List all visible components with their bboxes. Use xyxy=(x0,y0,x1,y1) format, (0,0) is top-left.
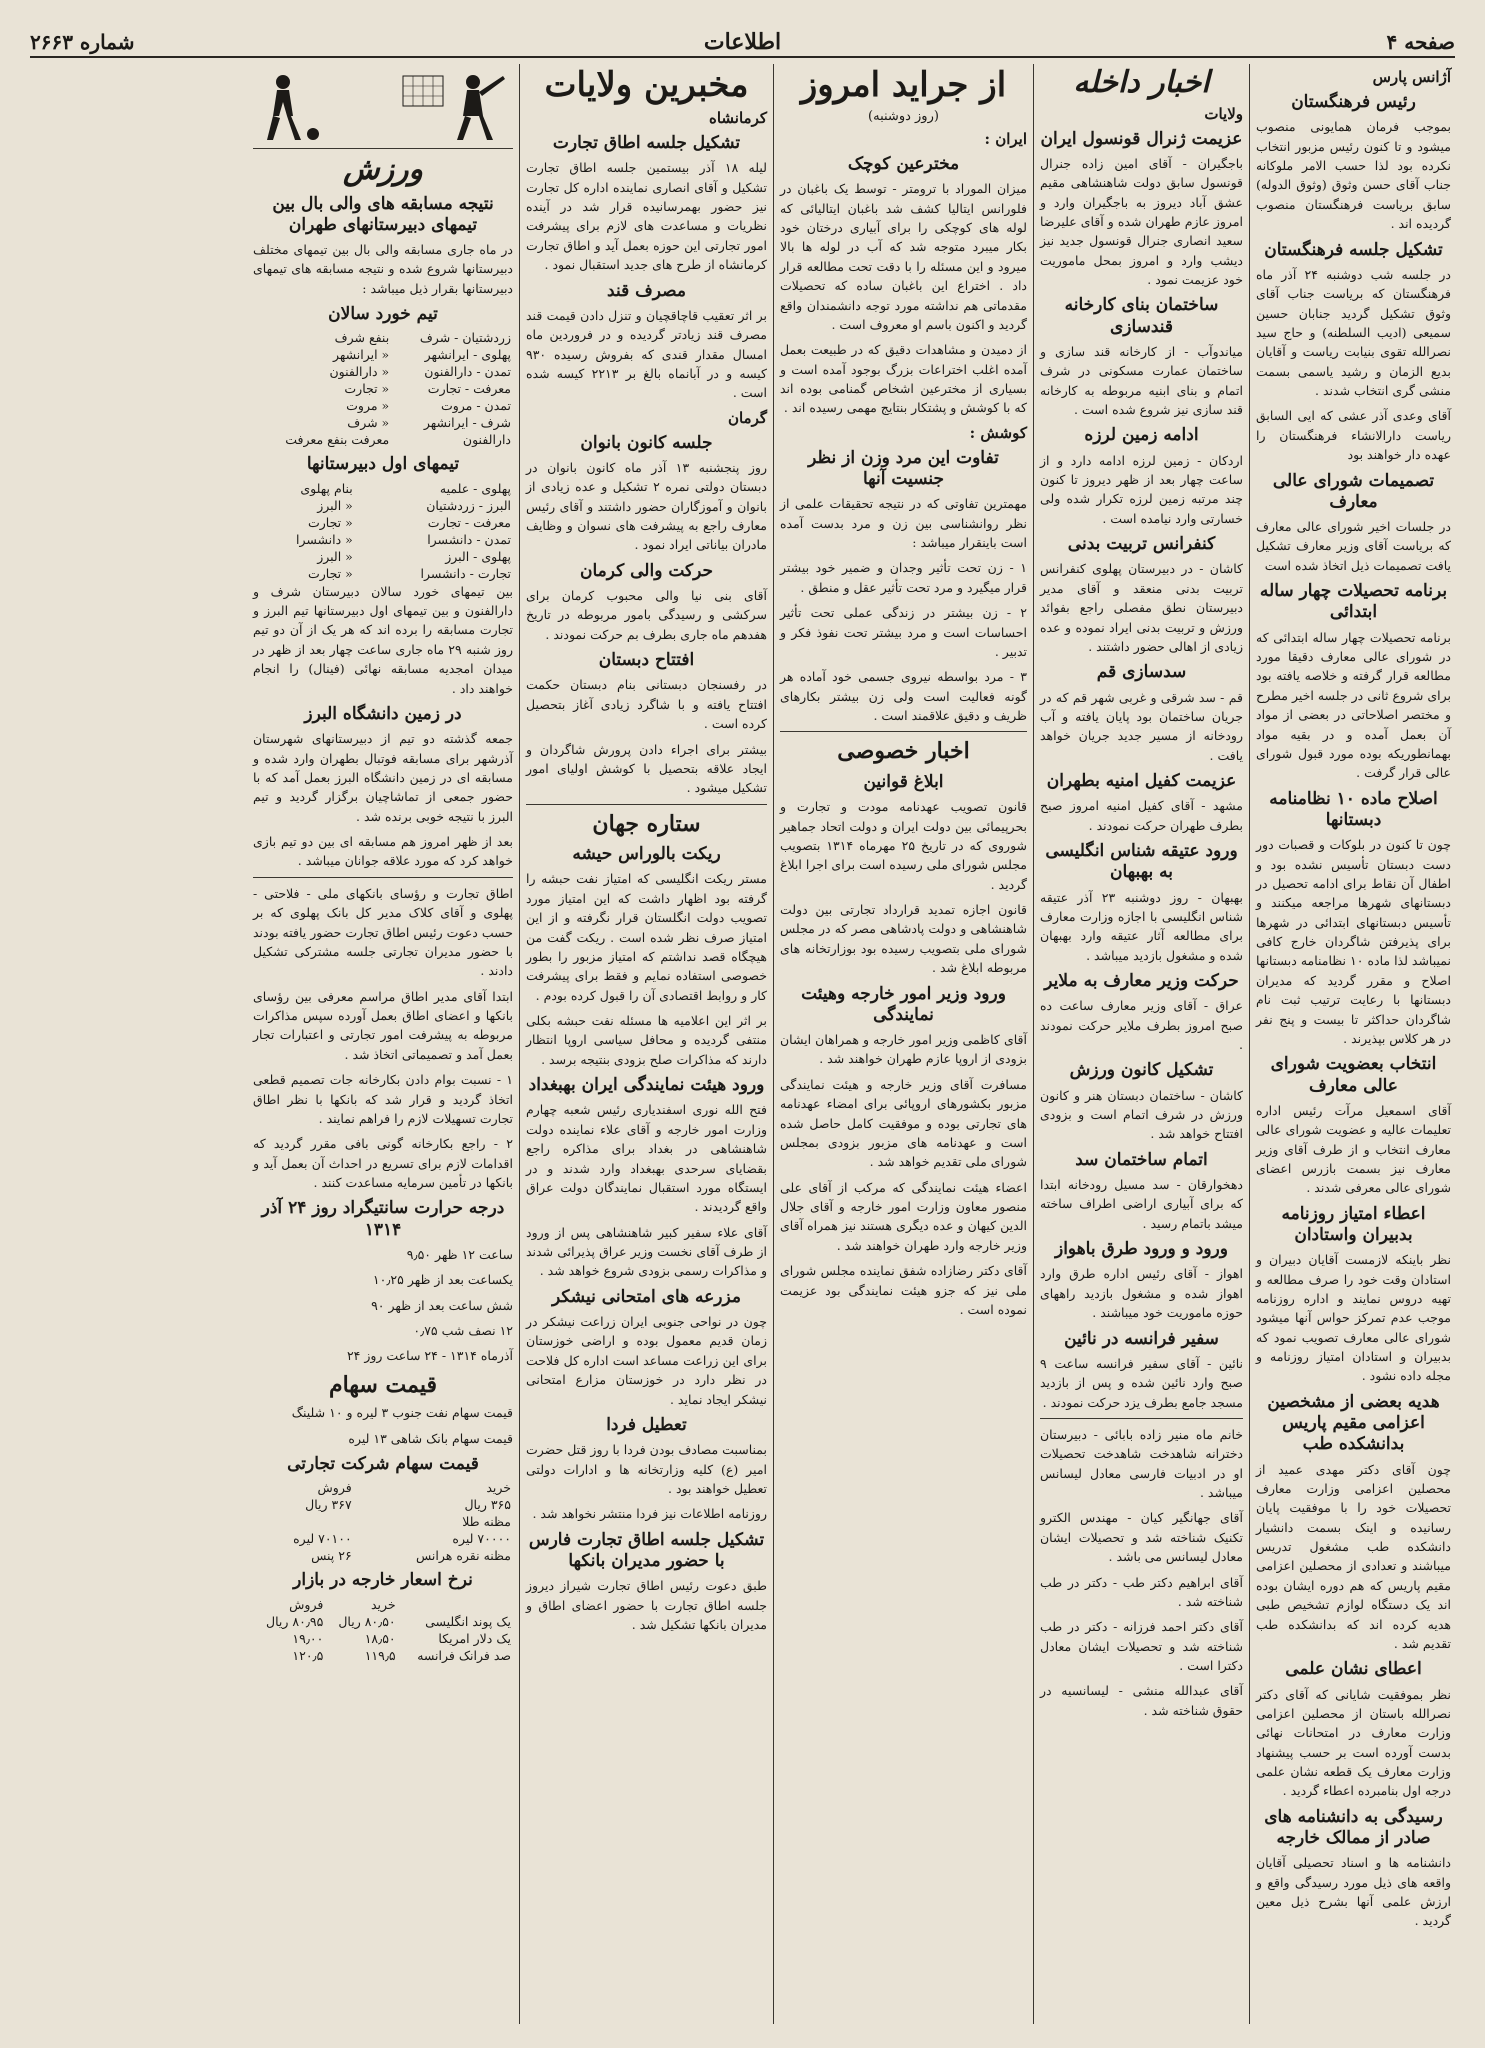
article-text: در جلسات اخیر شورای عالی معارف که بریاست آقای وزیر معارف تشکیل یافت تصمیمات ذیل اتخاذ شده است xyxy=(1256,519,1451,573)
headline: در زمین دانشگاه البرز xyxy=(304,703,462,724)
table-cell: البرز - زردشتیان xyxy=(426,497,511,513)
table-row xyxy=(253,1613,513,1630)
article-text: اطاق تجارت و رؤسای بانکهای ملی - فلاحتی - پهلوی و آقای کلاک مدیر کل بانک پهلوی که بر حسب دعوت رئیس اطاق تجارت حضور یافته بودند با حضور مدیران تجارتی جلسه مشترکی تشکیل دادند . xyxy=(253,885,513,979)
article-text: ۲ - زن بیشتر در زندگی عملی تحت تأثیر احساسات است و مرد بیشتر تحت نفوذ فکر و تدبیر . xyxy=(780,605,1027,659)
table-cell: « تجارت xyxy=(308,565,353,581)
table-cell: معرفت - تجارت xyxy=(427,514,511,530)
headline: تیمهای اول دبیرستانها xyxy=(306,454,460,475)
article-text: چون آقای دکتر مهدی عمید از محصلین اعزامی وزارت معارف تحصیلات خود را با موفقیت پایان رسانیده و اینک بسمت دانشیار دانشکده طب مشغول تدریس میباشند و تعدادی از محصلین اعزامی مقیم پاریس که هم دوره ایشان بوده اند یک دستگاه لوازم تشخیص طبی هدیه کرده اند که بدانشکده طب تقدیم شد . xyxy=(1256,1461,1451,1651)
article-text: بعد از ظهر امروز هم مسابقه ای بین دو تیم بازی خواهد کرد که مورد علاقه جوانان میباشد . xyxy=(253,834,513,869)
prices-table xyxy=(253,1479,513,1564)
article-text: آقای علاء سفیر کبیر شاهنشاهی پس از ورود از طرف آقای نخست وزیر عراق پذیرائی شدند و مذاکرات رسمی بزودی شروع خواهد شد . xyxy=(526,1224,767,1279)
results-table xyxy=(253,480,513,582)
table-row xyxy=(253,380,513,397)
headline: مخترعین کوچک xyxy=(847,154,960,175)
table-row xyxy=(253,346,513,363)
headline: تشکیل کانون ورزش xyxy=(1069,1060,1214,1081)
article-text: آقای دکتر احمد فرزانه - دکتر در طب شناخته شد و تحصیلات ایشان معادل دکترا است . xyxy=(1040,1619,1243,1673)
article-text: از دمیدن و مشاهدات دقیق که در طبیعت بعمل آمده اغلب اختراعات بزرگ بوجود آمده است و بسیاری از مخترعین اشخاص گمنامی بوده اند که با کوشش و پشتکار بنتایج مهمی رسیده اند . xyxy=(780,342,1027,416)
headline: اصلاح ماده ۱۰ نظامنامه دبستانها xyxy=(1269,788,1438,830)
table-row xyxy=(253,480,513,497)
city-name: کرمانشاه xyxy=(708,109,767,128)
article-text: روزنامه اطلاعات نیز فردا منتشر نخواهد شد . xyxy=(532,1506,767,1522)
divider xyxy=(1040,1418,1243,1419)
article-text: خانم ماه منیر زاده بابائی - دبیرستان دخترانه شاهدخت شاهدخت تحصیلات او در ادبیات فارسی معادل لیسانس میباشد . xyxy=(1040,1426,1243,1500)
article-text: باجگیران - آقای امین زاده جنرال قونسول سابق دولت شاهنشاهی مقیم عشق آباد دیروز به باجگیران وارد و امروز عازم طهران شده و آقای علیرضا سعید انصاری جنرال قونسول جدید نیز دیشب وارد و امروز بمحل ماموریت خود عزیمت نمود . xyxy=(1040,155,1243,287)
table-cell xyxy=(253,1513,354,1530)
newspaper-name: اطلاعات xyxy=(703,29,782,55)
results-table xyxy=(253,329,513,448)
paper-name: کوشش : xyxy=(969,423,1027,442)
temperature-reading: ساعت ۱۲ ظهر ۹٫۵۰ xyxy=(406,1246,513,1262)
table-cell: ۱۸٫۵۰ xyxy=(364,1630,396,1646)
table-header: فروش xyxy=(289,1596,324,1612)
table-header: خرید xyxy=(370,1596,396,1612)
article-text: اردکان - زمین لرزه ادامه دارد و از ساعت چهار بعد از ظهر دیروز تا کنون چند مرتبه زمین لرزه تکرار شده ولی خسارتی وارد نیامده است . xyxy=(1040,452,1243,526)
article-text: دهخوارقان - سد مسیل رودخانه ابتدا که برای آبیاری اراضی اطراف ساخته میشد باتمام رسید . xyxy=(1040,1177,1243,1231)
article-text: چون در نواحی جنوبی ایران زراعت نیشکر در زمان قدیم معمول بوده و اراضی خوزستان برای این زراعت مساعد است اداره کل فلاحت در نظر دارد در خوزستان مزارع امتحانی نیشکر ایجاد نماید . xyxy=(526,1314,767,1407)
table-cell: « مروت xyxy=(346,398,390,414)
article-text: آقای ابراهیم دکتر طب - دکتر در طب شناخته شد . xyxy=(1040,1574,1243,1609)
table-row xyxy=(253,1530,513,1547)
table-header: فروش xyxy=(317,1480,352,1496)
table-cell: « ایرانشهر xyxy=(332,347,390,363)
table-cell: تمدن - دانشسرا xyxy=(427,531,511,547)
section-headline: ستاره جهان xyxy=(592,810,701,837)
column-province-correspondents xyxy=(519,64,773,2024)
table-cell: معرفت - تجارت xyxy=(427,381,511,397)
table-cell: تمدن - مروت xyxy=(440,398,511,414)
table-cell: ۷۰۰۰۰ لیره xyxy=(452,1531,511,1547)
table-row xyxy=(253,1647,513,1664)
section-title: ولایات xyxy=(1204,104,1243,123)
headline: تفاوت این مرد وزن از نظر جنسیت آنها xyxy=(808,447,999,490)
table-row xyxy=(253,1496,513,1513)
table-cell: « دانشسرا xyxy=(295,531,353,547)
article-text: بر اثر این اعلامیه ها مسئله نفت حبشه بکلی منتفی گردیده و محافل سیاسی اروپا انتظار دارند که مذاکرات صلح بزودی بنتیجه برسد . xyxy=(526,1013,767,1067)
masthead: ورزش xyxy=(342,152,424,187)
article-text: آقای بنی نیا والی محبوب کرمان برای سرکشی و رسیدگی بامور مربوطه در تاریخ هفدهم ماه جاری بطرف بم حرکت نمودند . xyxy=(526,588,767,642)
table-cell: ۷۰۱۰۰ لیره xyxy=(293,1531,352,1547)
headline: سفیر فرانسه در نائین xyxy=(1064,1328,1219,1349)
article-text: آقای اسمعیل مرآت رئیس اداره تعلیمات عالیه و عضویت شورای عالی معارف انتخاب و از طرف آقای وزیر معارف نیز بسمت بازرس اعضای شورای عالی معرفی شدند . xyxy=(1256,1102,1451,1196)
table-cell: « البرز xyxy=(317,497,353,513)
table-row xyxy=(253,329,513,346)
table-cell: ۱۱۹٫۵ xyxy=(364,1647,396,1663)
table-cell: « تجارت xyxy=(344,381,390,397)
sports-illustration xyxy=(253,68,513,149)
city-name: گرمان xyxy=(727,408,767,427)
article-text: آذرماه ۱۳۱۴ - ۲۴ ساعت روز ۲۴ xyxy=(346,1348,513,1364)
masthead: مخبرین ولایات xyxy=(544,65,749,105)
fx-table xyxy=(253,1596,513,1664)
headline: ورود هیئت نمایندگی ایران بهبغداد xyxy=(528,1075,765,1096)
article-text: نائین - آقای سفیر فرانسه ساعت ۹ صبح وارد نائین شده و پس از بازدید مسجد جامع بطرف یزد حرکت نمودند . xyxy=(1040,1355,1243,1410)
page-number: صفحه ۴ xyxy=(1386,30,1455,54)
article-text: آقای دکتر رضازاده شفق نماینده مجلس شورای ملی نیز که جزو هیئت نمایندگی بود عزیمت نموده است . xyxy=(780,1263,1027,1317)
table-cell: معرفت بنفع معرفت xyxy=(285,432,390,448)
table-header: خرید xyxy=(486,1480,511,1496)
headline: اعطاء امتیاز روزنامه بدبیران واستادان xyxy=(1281,1203,1426,1245)
article-text: آقای جهانگیر کیان - مهندس الکترو تکنیک شناخته شد و تحصیلات ایشان معادل لیسانس می باشد . xyxy=(1040,1510,1243,1565)
temperature-reading: ۱۲ نصف شب ۰٫۷۵ xyxy=(413,1323,513,1338)
headline: رسیدگی به دانشنامه های صادر از ممالک خارجه xyxy=(1264,1806,1443,1848)
table-cell: ۸۰٫۵۰ ریال xyxy=(338,1613,396,1629)
table-row xyxy=(253,431,513,448)
temperature-reading: شش ساعت بعد از ظهر ۹۰ xyxy=(371,1297,513,1313)
table-cell: یک پوند انگلیسی xyxy=(425,1613,511,1629)
headline: اتمام ساختمان سد xyxy=(1075,1149,1208,1170)
column-pars-agency xyxy=(1249,64,1457,2024)
table-cell: زردشتیان - شرف xyxy=(419,330,511,346)
table-cell: صد فرانک فرانسه xyxy=(417,1647,511,1663)
sports-figures-icon xyxy=(253,68,513,148)
paper-name: ایران : xyxy=(984,130,1027,149)
article-text: ۳ - مرد بواسطه نیروی جسمی خود آماده هر گونه فعالیت است ولی زن بیشتر بکارهای ظریف و دقیق علاقمند است . xyxy=(780,669,1027,724)
headline: نتیجه مسابقه های والی بال بین تیمهای دبیرستانهای طهران xyxy=(272,193,494,235)
column-sports xyxy=(247,64,519,2024)
masthead: اخبار داخله xyxy=(1073,65,1210,100)
headline: تشکیل جلسه اطاق تجارت فارس با حضور مدیران بانکها xyxy=(528,1529,765,1571)
table-cell: بنام پهلوی xyxy=(300,480,353,496)
table-cell: بنفع شرف xyxy=(334,330,390,346)
article-text: آقای وعدی آذر عشی که ایی السابق ریاست دارالانشاء فرهنگستان را عهده دار خواهند بود xyxy=(1256,408,1451,463)
article-text: در جلسه شب دوشنبه ۲۴ آذر ماه فرهنگستان که بریاست جناب آقای وثوق تشکیل گردید جنابان حسین سمیعی (ادیب السلطنه) و حاج سید نصرالله تقوی بنیابت ریاست و آقایان بدیع الزمان و رشید یاسمی بسمت منشی گری انتخاب شدند . xyxy=(1256,266,1451,398)
page-header xyxy=(30,28,1455,58)
masthead: از جراید امروز xyxy=(800,65,1007,105)
table-cell: پهلوی - ایرانشهر xyxy=(424,347,511,363)
article-text: طبق دعوت رئیس اطاق تجارت شیراز دیروز جلسه اطاق تجارت با حضور اعضای اطاق و مدیران بانکها تشکیل شد . xyxy=(526,1578,767,1632)
divider xyxy=(526,804,767,805)
article-text: نظر بموفقیت شایانی که آقای دکتر نصرالله باستان از محصلین اعزامی وزارت معارف در امتحانات نهائی بدست آورده است بر حسب پیشنهاد وزارت معارف یک قطعه نشان علمی درجه اول بنامبرده اعطاء گردید . xyxy=(1256,1686,1451,1799)
article-text: بیشتر برای اجراء دادن پرورش شاگردان و ایجاد علاقه بتحصیل با کوشش اولیای امور تشکیل میشود . xyxy=(526,741,767,796)
article-text: در ماه جاری مسابقه والی بال بین تیمهای مختلف دبیرستانها شروع شده و نتیجه مسابقه های تیمهای دبیرستانها بقرار ذیل میباشد : xyxy=(253,242,513,296)
article-text: قانون تصویب عهدنامه مودت و تجارت و بحرپیمائی بین دولت ایران و دولت اتحاد جماهیر شوروی که در تاریخ ۲۵ مهرماه ۱۳۱۴ بتصویب مجلس شورای ملی رسیده است برای اجرا ابلاغ گردید . xyxy=(780,799,1027,892)
headline: هدیه بعضی از مشخصین اعزامی مقیم پاریس بدانشکده طب xyxy=(1267,1391,1440,1455)
table-row xyxy=(253,1547,513,1564)
article-text: بین تیمهای خورد سالان دبیرستان شرف و دارالفنون و بین تیمهای اول دبیرستانها تیم البرز و تجارت مسابقه را برده اند که هر یک از آن دو تیم روز شنبه ۲۹ ماه جاری ساعت چهار بعد از ظهر در میدان امجدیه مسابقه نهائی (فینال) را انجام خواهند داد . xyxy=(253,583,513,696)
article-text: میاندوآب - از کارخانه قند سازی و ساختمان عمارت مسکونی در شرف اتمام و بنای ابنیه مربوطه به کارخانه قند سازی نیز شروع شده است . xyxy=(1040,343,1243,417)
headline: ابلاغ قوانین xyxy=(863,771,944,792)
table-cell: « شرف xyxy=(347,415,390,431)
headline: ادامه زمین لرزه xyxy=(1084,425,1199,446)
article-text: میزان الموراد با ترومتر - توسط یک باغبان در فلورانس ایتالیا کشف شد باغبان ایتالیائی که لوله های کوچکی را برای آبیاری درختان خود بکار میبرد متوجه شد که آب در لوله ها بالا میرود و این مسئله را با دقت تحت مطالعه قرار داد . اختراع این باغبان ساده که تحصیلات مقدماتی هم نداشته مورد توجه دانشمندان واقع گردید و اکنون باسم او معروف است . xyxy=(780,181,1027,332)
article-text: قانون اجازه تمدید قرارداد تجارتی بین دولت شاهنشاهی و دولت پادشاهی مصر که در مجلس شورای ملی بتصویب رسیده بود بوزارتخانه های مربوطه ابلاغ شد . xyxy=(780,902,1027,976)
article-text: در رفسنجان دبستانی بنام دبستان حکمت افتتاح یافته و با شاگرد زیادی آغاز بتحصیل کرده است . xyxy=(526,677,767,732)
headline: عزیمت کفیل امنیه بطهران xyxy=(1046,771,1237,791)
headline: قیمت سهام xyxy=(328,1371,438,1398)
headline: رئیس فرهنگستان xyxy=(1291,92,1416,112)
column-domestic-news xyxy=(1033,64,1249,2024)
headline: کنفرانس تربیت بدنی xyxy=(1067,534,1216,555)
headline: ورود عتیقه شناس انگلیسی به بهبهان xyxy=(1045,841,1238,883)
headline: تیم خورد سالان xyxy=(328,304,438,325)
headline: ساختمان بنای کارخانه قندسازی xyxy=(1064,295,1219,337)
article-text: بر اثر تعقیب قاچاقچیان و تنزل دادن قیمت قند مصرف قند زیادتر گردیده و در فروردین ماه امسال مقدار قندی که بفروش رسیده ۹۳۰ کیسه و در آبانماه بالغ بر ۲۲۱۳ کیسه شده است . xyxy=(526,307,767,401)
table-cell: « البرز xyxy=(317,548,353,564)
table-cell: ۱۹٫۰۰ xyxy=(292,1630,324,1646)
headline: ورود وزیر امور خارجه وهیئت نمایندگی xyxy=(801,983,1006,1025)
article-text: مسافرت آقای وزیر خارجه و هیئت نمایندگی مزبور بکشورهای اروپائی برای امضاء عهدنامه های تجارتی بوده و موفقیت کامل حاصل شده است و عهدنامه های مزبور بزودی بمجلس شورای ملی تقدیم خواهد شد . xyxy=(780,1076,1027,1170)
table-cell: ۳۶۵ ریال xyxy=(464,1497,511,1513)
table-row xyxy=(253,548,513,565)
table-row xyxy=(253,565,513,582)
article-text: آقای عبدالله منشی - لیسانسیه در حقوق شناخته شد . xyxy=(1040,1683,1243,1718)
article-text: نظر باینکه لازمست آقایان دبیران و استادان وقت خود را صرف مطالعه و تهیه دروس نمایند و اداره روزنامه موجب عدم تمرکز حواس آنها میشود شورای عالی معارف تصویب نمود که بدبیران و استادان امتیاز روزنامه و مجله داده نشود . xyxy=(1256,1252,1451,1384)
article-text: بمناسبت مصادف بودن فردا با روز قتل حضرت امیر (ع) کلیه وزارتخانه ها و ادارات دولتی تعطیل خواهند بود . xyxy=(526,1442,767,1496)
table-cell: تجارت - دانشسرا xyxy=(420,565,511,581)
table-row xyxy=(253,397,513,414)
article-text: بهبهان - روز دوشنبه ۲۳ آذر عتیقه شناس انگلیسی با اجازه وزارت معارف برای مطالعه آثار عتیقه وارد بهبهان شده و مشغول بازدید میباشد . xyxy=(1040,889,1243,963)
table-row xyxy=(253,414,513,431)
column-todays-press xyxy=(773,64,1033,2024)
divider xyxy=(780,731,1027,732)
headline: اعطای نشان علمی xyxy=(1285,1659,1422,1680)
article-text: ۲ - راجع بکارخانه گونی بافی مقرر گردید که اقدامات لازم برای تسریع در احداث آن بعمل آید و بانکها در تأمین سرمایه مساعدت کنند . xyxy=(253,1136,513,1190)
section-title: آژانس پارس xyxy=(1372,68,1451,86)
article-text: فتح الله نوری اسفندیاری رئیس شعبه چهارم وزارت امور خارجه و آقای علاء نماینده دولت شاهنشاهی در بغداد برای مذاکره راجع بقضایای سرحدی بهبغداد وارد شدند و در ایستگاه مورد استقبال نمایندگان دولت عراق واقع گردیدند . xyxy=(526,1102,767,1215)
headline: مزرعه های امتحانی نیشکر xyxy=(552,1286,741,1307)
headline: انتخاب بعضویت شورای عالی معارف xyxy=(1270,1054,1437,1096)
masthead-subtitle: (روز دوشنبه) xyxy=(868,109,939,125)
headline: حرکت والی کرمان xyxy=(579,560,714,581)
headline: تشکیل جلسه فرهنگستان xyxy=(1264,239,1443,260)
article-text: اهواز - آقای رئیس اداره طرق وارد اهواز شده و مشغول بازدید راههای حوزه ماموریت خود میباشند . xyxy=(1040,1266,1243,1321)
table-row xyxy=(253,514,513,531)
article-text: اعضاء هیئت نمایندگی که مرکب از آقای علی منصور معاون وزارت امور خارجه و آقای جلال الدین کیهان و عده دیگری هستند نیز همراه آقای وزیر خارجه وارد طهران خواهند شد . xyxy=(780,1179,1027,1253)
article-text: کاشان - در دبیرستان پهلوی کنفرانس تربیت بدنی منعقد و آقای مدیر دبیرستان نطق مفصلی راجع بفوائد ورزش و تربیت بدنی ایراد نموده و عده زیادی از اهالی حضور داشتند . xyxy=(1040,561,1243,654)
table-cell: دارالفنون xyxy=(462,432,511,448)
headline: تعطیل فردا xyxy=(606,1414,687,1435)
table-cell: « دارالفنون xyxy=(329,364,390,380)
headline: نرخ اسعار خارجه در بازار xyxy=(293,1570,473,1591)
article-text: بموجب فرمان همایونی منصوب میشود و تا کنون رئیس مزبور انتخاب نکرده بود لذا حسب الامر ملوکانه جناب آقای حسن وثوق (وثوق الدوله) سابق بریاست فرهنگستان منصوب گردیده اند . xyxy=(1256,119,1451,232)
table-cell: ۲۶ پنس xyxy=(311,1548,352,1564)
article-text: جمعه گذشته دو تیم از دبیرستانهای شهرستان آذرشهر برای مسابقه فوتبال بطهران وارد شده و مسابقه ای در زمین دانشگاه البرز بعمل آمد که با حضور جمعی از تماشاچیان برگزار گردید و تیم البرز با نتیجه خوبی برنده شد . xyxy=(253,731,513,824)
table-cell: تمدن - دارالفنون xyxy=(424,364,511,380)
table-cell: یک دلار امریکا xyxy=(438,1630,511,1646)
table-cell: مظنه طلا xyxy=(462,1514,511,1530)
temperature-reading: یکساعت بعد از ظهر ۱۰٫۲۵ xyxy=(372,1272,513,1288)
table-row xyxy=(253,497,513,514)
headline: تصمیمات شورای عالی معارف xyxy=(1272,470,1435,512)
headline: تشکیل جلسه اطاق تجارت xyxy=(552,133,741,154)
article-text: آقای کاظمی وزیر امور خارجه و همراهان ایشان بزودی از اروپا عازم طهران خواهند شد . xyxy=(780,1032,1027,1067)
table-cell: مظنه نقره هرانس xyxy=(416,1548,511,1564)
article-text: برنامه تحصیلات چهار ساله ابتدائی که در شورای عالی معارف دقیقا مورد مطالعه قرار گرفته و خلاصه یافته بود برای شروع ثانی در جلسه اخیر مطرح و مختصر اصلاحاتی در بعضی از مواد آن بعمل آمده و در بقیه مواد بهمانطوریکه بوده مورد قبول شورای عالی قرار گرفت . xyxy=(1256,629,1451,781)
table-row xyxy=(253,531,513,548)
table-cell: پهلوی - علمیه xyxy=(439,480,511,496)
article-text: دانشنامه ها و اسناد تحصیلی آقایان واقعه های ذیل مورد رسیدگی واقع و ارزش علمی آنها بشرح ذیل معین گردید . xyxy=(1256,1855,1451,1929)
table-cell: شرف - ایرانشهر xyxy=(423,415,511,431)
headline: جلسه کانون بانوان xyxy=(580,432,713,453)
divider xyxy=(253,877,513,878)
article-text: لیله ۱۸ آذر بیستمین جلسه اطاق تجارت تشکیل و آقای انصاری نماینده اداره کل تجارت نیز حضور بهمرسانیده قرار شد در آینده نظریات و مساعدت های لازم برای پیشرفت امور تجارتی این حوزه بعمل آید و اطاق تجارت کرمانشاه از طرح های جدید استقبال نمود . xyxy=(526,160,767,273)
article-text: مستر ریکت انگلیسی که امتیاز نفت حبشه را گرفته بود اظهار داشت که این امتیاز مورد تصویب دولت انگلستان قرار نگرفته و از این امتیاز صرف نظر شده است . ریکت گفت من هیچگاه قصد نداشتم که امتیاز مزبور را بطور خصوصی استفاده نمایم و فقط برای پیشرفت کار و روابط اقتصادی آن را قبول کرده بودم . xyxy=(526,871,767,1003)
headline: عزیمت ژنرال قونسول ایران xyxy=(1040,128,1243,149)
headline: ریکت بالوراس حیشه xyxy=(572,844,721,865)
table-row xyxy=(253,1630,513,1647)
article-text: مهمترین تفاوتی که در نتیجه تحقیقات علمی از نظر روانشناسی بین زن و مرد بدست آمده است باینقرار میباشد : xyxy=(780,496,1027,551)
article-text: روز پنجشنبه ۱۳ آذر ماه کانون بانوان در دبستان دولتی نمره ۲ تشکیل و عده زیادی از بانوان و آموزگاران حضور داشتند و آقای رئیس معارف راجع به پیشرفت های نسوان و وظایف مادران بیاناتی ایراد نمود . xyxy=(526,459,767,553)
table-row xyxy=(253,363,513,380)
table-cell: ۸۰٫۹۵ ریال xyxy=(266,1613,324,1629)
article-text: کاشان - ساختمان دبستان هنر و کانون ورزش در شرف اتمام است و بزودی افتتاح خواهد شد . xyxy=(1040,1087,1243,1142)
article-text: قیمت سهام بانک شاهی ۱۳ لیره xyxy=(348,1430,513,1446)
headline: درجه حرارت سانتیگراد روز ۲۴ آذر ۱۳۱۴ xyxy=(261,1198,505,1240)
article-text: ابتدا آقای مدیر اطاق مراسم معرفی بین رؤسای بانکها و اعضای اطاق بعمل آورده سپس مذاکرات مربوطه به پیشرفت امور تجارتی و اعتبارات تجار بعمل آمد و تصمیماتی اتخاذ شد . xyxy=(253,988,513,1062)
headline: افتتاح دبستان xyxy=(598,650,695,671)
headline: قیمت سهام شرکت تجارتی xyxy=(287,1454,479,1474)
table-header xyxy=(398,1596,513,1613)
headline: حرکت وزیر معارف به ملایر xyxy=(1044,971,1239,991)
temperature-list xyxy=(253,1245,513,1341)
article-text: ۱ - زن تحت تأثیر وجدان و ضمیر خود بیشتر قرار میگیرد و مرد تحت تأثیر عقل و منطق . xyxy=(780,560,1027,595)
article-text: مشهد - آقای کفیل امنیه امروز صبح بطرف طهران حرکت نمودند . xyxy=(1040,798,1243,833)
headline: مصرف قند xyxy=(607,280,686,301)
article-text: قم - سد شرقی و غربی شهر قم که در جریان ساختمان بود پایان یافته و آب رودخانه از مسیر جدید جریان خواهد یافت . xyxy=(1040,689,1243,763)
headline: سدسازی قم xyxy=(1096,662,1187,683)
article-text: ۱ - نسبت بوام دادن بکارخانه جات تصمیم قطعی اتخاذ گردید و قرار شد که بانکها با نظر اطاق تجارت تسهیلات لازم را فراهم نمایند . xyxy=(253,1072,513,1126)
article-text: قیمت سهام نفت جنوب ۳ لیره و ۱۰ شلینگ xyxy=(291,1405,513,1421)
article-text: عراق - آقای وزیر معارف ساعت ده صبح امروز بطرف ملایر حرکت نمودند . xyxy=(1040,998,1243,1052)
table-cell: « تجارت xyxy=(308,514,353,530)
section-headline: اخبار خصوصی xyxy=(837,738,970,765)
table-row xyxy=(253,1513,513,1530)
headline: ورود و ورود طرق باهواز xyxy=(1055,1239,1228,1260)
issue-number: شماره ۲۶۶۳ xyxy=(30,30,135,54)
table-cell: ۱۲۰٫۵ xyxy=(292,1647,324,1663)
headline: برنامه تحصیلات چهار ساله ابتدائی xyxy=(1259,581,1448,623)
columns xyxy=(28,64,1457,2024)
table-cell: پهلوی - البرز xyxy=(445,548,511,564)
table-cell: ۳۶۷ ریال xyxy=(305,1497,352,1513)
article-text: چون تا کنون در بلوکات و قصبات دور دست دبستان تأسیس نشده بود و اطفال آن نقاط برای ادامه تحصیل در دبستانهای شهرها مراجعه میکنند و تأسیس دبستانهای ابتدائی در شهرها برای پذیرفتن شاگردان خارج کافی نمیباشد لذا ماده ۱۰ نظامنامه دبستانها اصلاح و مقرر گردید که مدیران دبستانها با رعایت ترتیب ثبت نام شاگردان حداکثر تا بیست و پنج نفر در هر کلاس بپذیرند . xyxy=(1256,837,1451,1046)
